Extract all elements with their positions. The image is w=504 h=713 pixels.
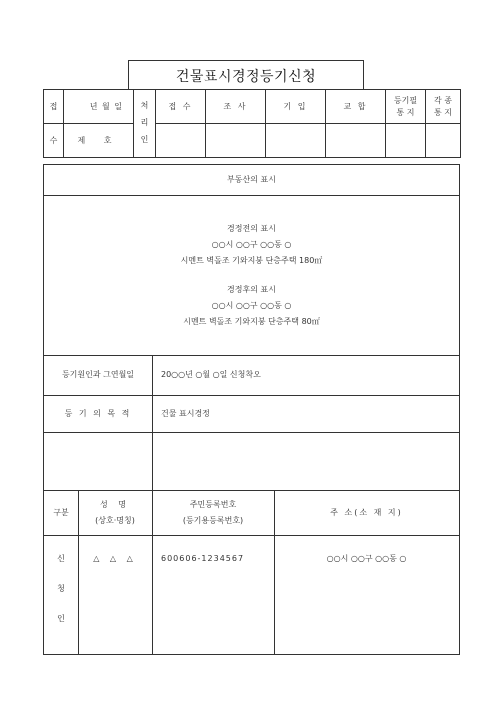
property-header: 부동산의 표시: [227, 175, 276, 184]
col-gakjong: [426, 90, 461, 124]
col-gakjong-line2: 통 지: [434, 107, 452, 117]
processor-in: 인: [140, 134, 149, 144]
col-deunggi: [386, 90, 426, 124]
cell-gakjong: [426, 124, 461, 158]
applicant-col-address: 주 소(소 재 지): [330, 508, 403, 517]
applicant-side-sin: 신: [57, 554, 65, 563]
form-title: 건물표시경정등기신청: [128, 60, 364, 90]
applicant-col-id-2: (등기용등록번호): [182, 516, 244, 525]
col-jeopsu: 접 수: [156, 90, 206, 124]
applicant-col-type: 구분: [53, 508, 69, 517]
after-building: 시멘트 벽돌조 기와지붕 단층주택 80㎡: [183, 317, 320, 326]
cause-value: 20○○년 ○월 ○일 신청착오: [161, 370, 261, 379]
purpose-value: 건물 표시경정: [161, 409, 210, 418]
col-deunggi-line2: 통 지: [396, 107, 415, 117]
after-label: 경정후의 표시: [227, 285, 276, 294]
applicant-address: ○○시 ○○구 ○○동 ○: [326, 554, 407, 563]
col-gakjong-line1: 각 종: [434, 95, 452, 105]
col-giip: 기 입: [266, 90, 326, 124]
applicant-side-cheong: 청: [57, 584, 65, 593]
applicant-col-name-2: (상호·명칭): [95, 516, 135, 525]
applicant-id-number: 600606-1234567: [161, 554, 245, 563]
col-deunggi-line1: 등기필: [393, 95, 418, 105]
application-form: [43, 164, 460, 655]
purpose-label: 등 기 의 목 적: [64, 409, 132, 418]
receipt-number-label: 제 호: [64, 124, 134, 158]
processor-cheo: 처: [140, 101, 149, 111]
cause-label: 등기원인과 그연월일: [61, 370, 135, 379]
processor-label: [134, 90, 156, 158]
applicant-col-name-1: 성 명: [100, 500, 130, 509]
cell-deunggi: [386, 124, 426, 158]
processor-ri: 리: [140, 118, 149, 128]
applicant-col-id-1: 주민등록번호: [189, 500, 237, 509]
col-gyohap: 교 합: [326, 90, 386, 124]
receipt-jeop: 접: [44, 90, 64, 124]
before-building: 시멘트 벽돌조 기와지붕 단층주택 180㎡: [180, 256, 323, 265]
after-address: ○○시 ○○구 ○○동 ○: [211, 301, 292, 310]
cell-gyohap: [326, 124, 386, 158]
cell-josa: [206, 124, 266, 158]
col-josa: 조 사: [206, 90, 266, 124]
before-label: 경정전의 표시: [227, 224, 276, 233]
receipt-date-label: 년 월 일: [64, 90, 134, 124]
cell-giip: [266, 124, 326, 158]
receipt-su: 수: [44, 124, 64, 158]
before-address: ○○시 ○○구 ○○동 ○: [211, 240, 292, 249]
applicant-name: △ △ △: [93, 554, 137, 563]
cell-jeopsu: [156, 124, 206, 158]
applicant-side-in: 인: [57, 614, 65, 623]
receipt-table: [43, 89, 461, 158]
